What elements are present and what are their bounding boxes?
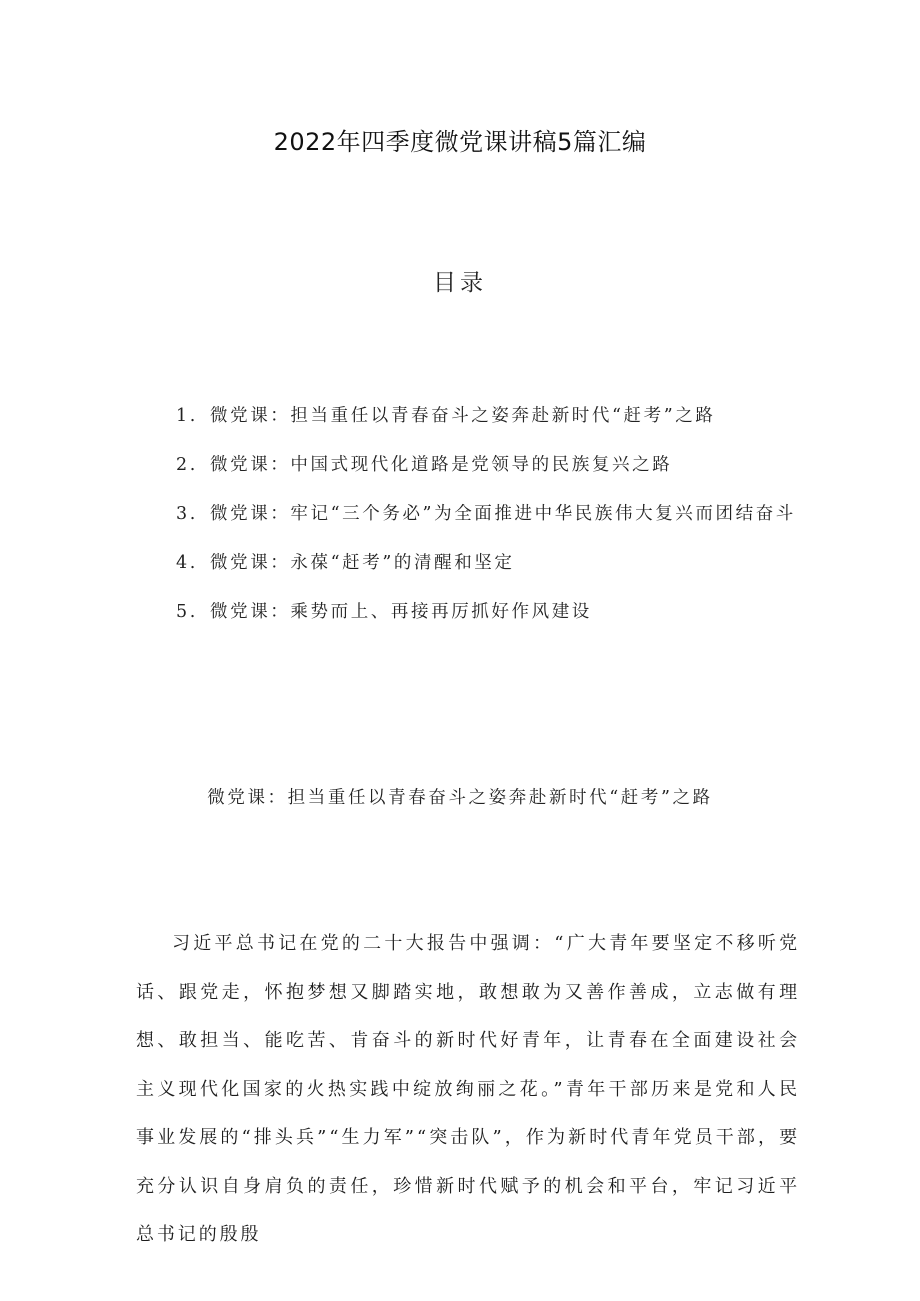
section-title: 微党课：担当重任以青春奋斗之姿奔赴新时代“赶考”之路 [207,788,713,808]
toc-item-number: 2. [176,455,198,475]
toc-item-text: 微党课：担当重任以青春奋斗之姿奔赴新时代“赶考”之路 [210,406,716,426]
body-paragraph: 习近平总书记在党的二十大报告中强调：“广大青年要坚定不移听党话、跟党走，怀抱梦想又脚踏实地，敢想敢为又善作善成，立志做有理想、敢担当、能吃苦、肯奋斗的新时代好青年，让青春在全面建设社会主义现代化国家的火热实践中绽放绚丽之花。”青年干部历来是党和人民事业发展的“排头兵”“生力军”“突击队”，作为新时代青年党员干部，要充分认识自身肩负的责任，珍惜新时代赋予的机会和平台，牢记习近平总书记的殷殷 [136,933,800,1245]
toc-item-text: 微党课：牢记“三个务必”为全面推进中华民族伟大复兴而团结奋斗 [210,504,796,524]
toc-item-text: 微党课：永葆“赶考”的清醒和坚定 [210,553,515,573]
toc-item-number: 4. [176,553,198,573]
toc-item-number: 5. [176,602,198,622]
toc-item-text: 微党课：乘势而上、再接再厉抓好作风建设 [210,602,592,622]
toc-item[interactable] [176,598,816,626]
toc-item[interactable] [176,402,816,430]
toc-item-number: 1. [176,406,198,426]
toc-item-text: 微党课：中国式现代化道路是党领导的民族复兴之路 [210,455,673,475]
toc-item[interactable] [176,451,816,479]
toc-item[interactable] [176,500,816,528]
toc-item-number: 3. [176,504,198,524]
document-title: 2022年四季度微党课讲稿5篇汇编 [273,128,647,156]
table-of-contents [176,402,816,647]
toc-item[interactable] [176,549,816,577]
toc-heading: 目录 [433,270,487,296]
